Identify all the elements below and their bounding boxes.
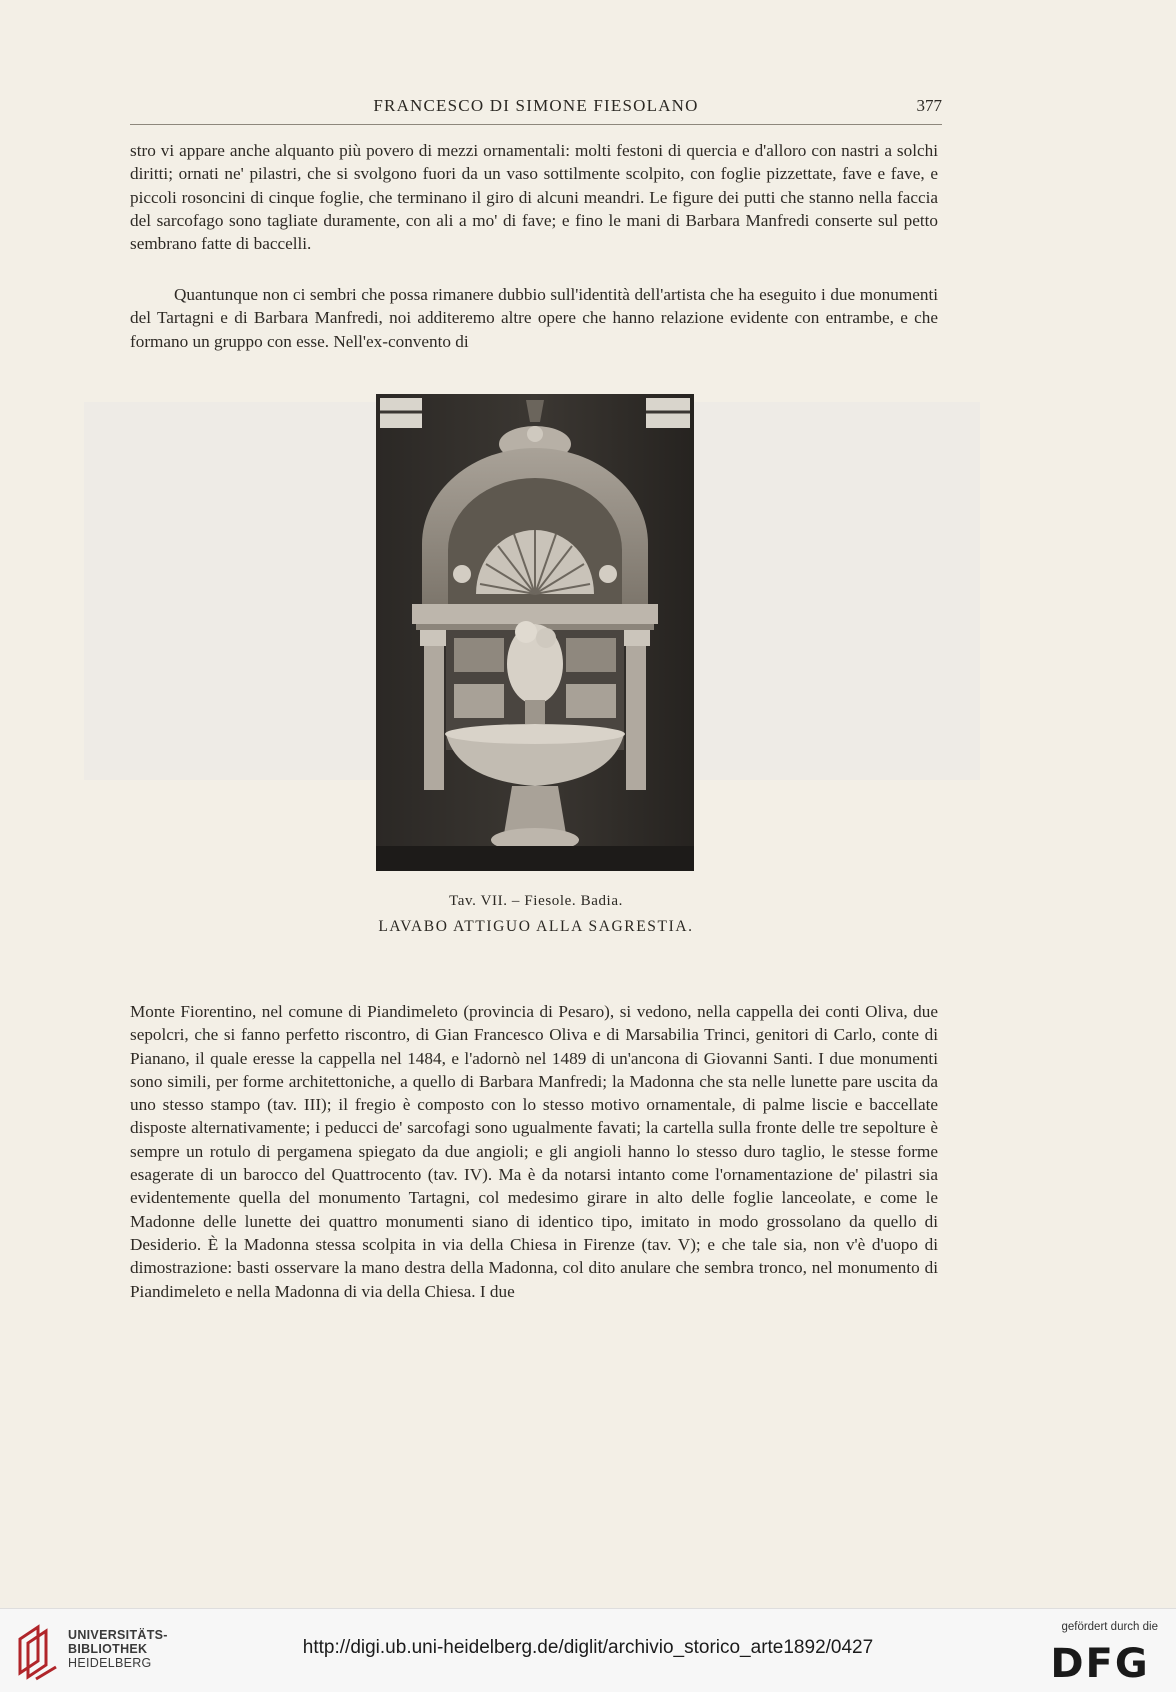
library-name-line-3: HEIDELBERG xyxy=(68,1656,152,1670)
running-title: FRANCESCO DI SIMONE FIESOLANO xyxy=(373,96,699,115)
paragraph-2: Quantunque non ci sembri che possa rimanere dubbio sull'identità dell'artista che ha eseguito i due monumenti del Tartagni e di Barbara Manfredi, noi additeremo altre opere che hanno relazione evidente con entrambe, e che formano un gruppo con esse. Nell'ex-convento di xyxy=(130,285,938,351)
paragraph-3: Monte Fiorentino, nel comune di Piandimeleto (provincia di Pesaro), si vedono, nella cappella dei conti Oliva, due sepolcri, che si fanno perfetto riscontro, di Gian Francesco Oliva e di Marsabilia Trinci, genitori di Carlo, conte di Pianano, il quale eresse la cappella nel 1484, e l'adornò nel 1489 di un'ancona di Giovanni Santi. I due monumenti sono simili, per forme architettoniche, a quello di Barbara Manfredi; la Madonna che sta nelle lunette pare uscita da uno stesso stampo (tav. III); il fregio è composto con lo stesso motivo ornamentale, di palme liscie e baccellate disposte alternativamente; i peducci de' sarcofagi sono ugualmente favati; la cartella sulla fronte delle tre sepolture è sempre un rotulo di pergamena spiegato da due angioli; e gli angioli hanno lo stesso duro taglio, le stesse forme esagerate di un barocco del Quattrocento (tav. IV). Ma è da notarsi intanto come l'ornamentazione de' pilastri sia evidentemente quella del monumento Tartagni, col medesimo girare in alto delle foglie lanceolate, e come le Madonne delle lunette dei quattro monumenti siano di identico tipo, imitato in modo grossolano da quello di Desiderio. È la Madonna stessa scolpita in via della Chiesa in Firenze (tav. V); e che tale sia, non v'è d'uopo di dimostrazione: basti osservare la mano destra della Madonna, col dito anulare che sembra tronco, nel monumento di Piandimeleto e nella Madonna di via della Chiesa. I due xyxy=(130,1002,938,1301)
paragraph-1: stro vi appare anche alquanto più povero di mezzi ornamentali: molti festoni di quercia e d'alloro con nastri a solchi diritti; ornati ne' pilastri, che si svolgono fuori da un vaso sottilmente scolpito, con foglie pizzettate, fave e fave, e piccoli rosoncini di cinque foglie, che terminano il giro di alcuni meandri. Le figure dei putti che stanno nella faccia del sarcofago sono tagliate duramente, con ali a mo' di fave; e fino le mani di Barbara Manfredi conserte sul petto sembrano fatte di baccelli. xyxy=(130,141,938,254)
permalink-url[interactable]: http://digi.ub.uni-heidelberg.de/diglit/archivio_storico_arte1892/0427 xyxy=(302,1637,874,1658)
dfg-logo-text: DFG xyxy=(1050,1643,1150,1683)
library-name-line-1: UNIVERSITÄTS- xyxy=(68,1628,168,1642)
library-name-line-2: BIBLIOTHEK xyxy=(68,1642,148,1656)
funding-caption: gefördert durch die xyxy=(1061,1621,1158,1633)
lavabo-photograph xyxy=(376,394,694,871)
running-head xyxy=(130,94,942,125)
digitization-footer xyxy=(0,1608,1176,1692)
figure-caption-plate: Tav. VII. – Fiesole. Badia. xyxy=(449,893,623,909)
page-number: 377 xyxy=(916,96,942,115)
dfg-logo-icon xyxy=(1046,1643,1154,1683)
figure-caption-title: LAVABO ATTIGUO ALLA SAGRESTIA. xyxy=(378,918,694,935)
lavabo-photo-illustration xyxy=(376,394,694,871)
